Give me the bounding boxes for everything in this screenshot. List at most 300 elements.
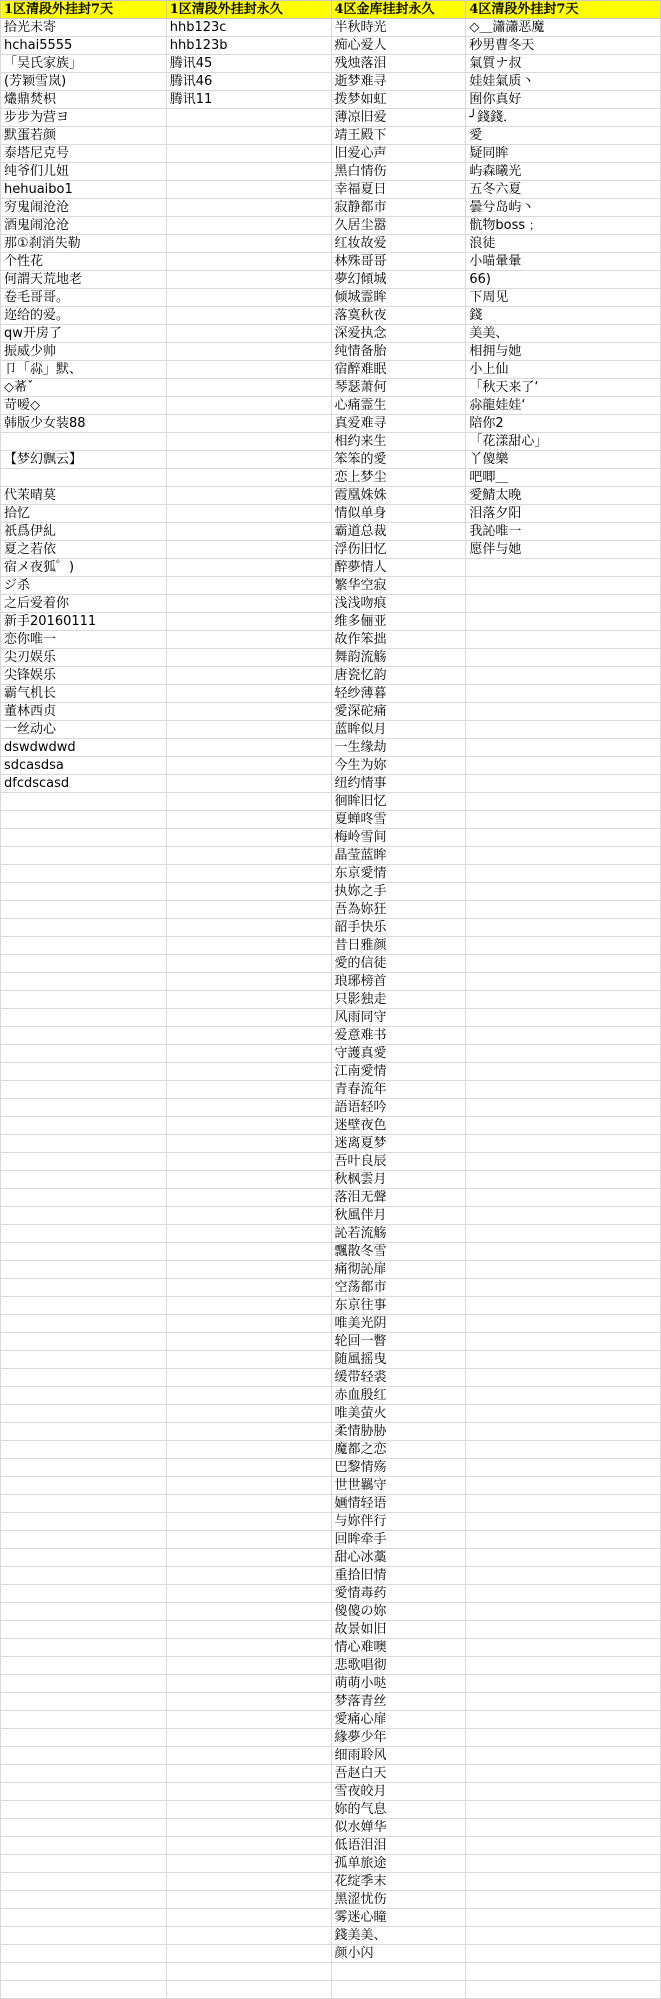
zone4-vault-permanent-ban-cell[interactable]: 真爱难寻 <box>331 415 466 433</box>
zone4-7day-ban-cell[interactable] <box>466 1549 661 1567</box>
zone1-7day-ban-cell[interactable] <box>1 469 167 487</box>
zone1-permanent-ban-cell[interactable] <box>166 1405 331 1423</box>
zone4-7day-ban-cell[interactable] <box>466 1135 661 1153</box>
zone4-vault-permanent-ban-cell[interactable]: 落泪无聲 <box>331 1189 466 1207</box>
zone1-permanent-ban-cell[interactable] <box>166 1135 331 1153</box>
zone1-permanent-ban-cell[interactable] <box>166 1495 331 1513</box>
zone1-7day-ban-cell[interactable] <box>1 1729 167 1747</box>
zone4-vault-permanent-ban-cell[interactable]: 秋枫雲月 <box>331 1171 466 1189</box>
zone1-7day-ban-cell[interactable] <box>1 1351 167 1369</box>
zone1-7day-ban-cell[interactable] <box>1 1621 167 1639</box>
zone4-vault-permanent-ban-cell[interactable]: 轻纱薄暮 <box>331 685 466 703</box>
zone1-permanent-ban-cell[interactable] <box>166 1477 331 1495</box>
zone1-permanent-ban-cell[interactable] <box>166 343 331 361</box>
zone1-7day-ban-cell[interactable]: 苛嗳◇ <box>1 397 167 415</box>
zone1-permanent-ban-cell[interactable] <box>166 253 331 271</box>
zone4-vault-permanent-ban-cell[interactable]: 巴黎情殇 <box>331 1459 466 1477</box>
zone4-7day-ban-cell[interactable]: 氣質ナ叔 <box>466 55 661 73</box>
zone1-7day-ban-cell[interactable] <box>1 793 167 811</box>
zone1-permanent-ban-cell[interactable]: hhb123b <box>166 37 331 55</box>
zone1-7day-ban-cell[interactable] <box>1 1549 167 1567</box>
zone4-vault-permanent-ban-cell[interactable]: 迷壁夜色 <box>331 1117 466 1135</box>
zone1-7day-ban-cell[interactable] <box>1 1459 167 1477</box>
zone1-7day-ban-cell[interactable] <box>1 1639 167 1657</box>
zone4-vault-permanent-ban-cell[interactable]: 梦落青丝 <box>331 1693 466 1711</box>
zone4-vault-permanent-ban-cell[interactable]: 訫若流觞 <box>331 1225 466 1243</box>
zone1-permanent-ban-cell[interactable] <box>166 991 331 1009</box>
zone1-7day-ban-cell[interactable] <box>1 1891 167 1909</box>
zone1-7day-ban-cell[interactable]: ◇莃ˇ <box>1 379 167 397</box>
zone1-permanent-ban-cell[interactable] <box>166 1621 331 1639</box>
zone1-7day-ban-cell[interactable] <box>1 1045 167 1063</box>
zone4-vault-permanent-ban-cell[interactable]: 江南愛情 <box>331 1063 466 1081</box>
zone1-7day-ban-cell[interactable] <box>1 1117 167 1135</box>
zone1-permanent-ban-cell[interactable] <box>166 1315 331 1333</box>
zone4-vault-permanent-ban-cell[interactable]: 愛的信徒 <box>331 955 466 973</box>
zone4-7day-ban-cell[interactable]: 尛龍娃娃‘ <box>466 397 661 415</box>
zone4-7day-ban-cell[interactable]: 錢 <box>466 307 661 325</box>
zone4-vault-permanent-ban-cell[interactable]: 梅岭雪间 <box>331 829 466 847</box>
zone4-7day-ban-cell[interactable] <box>466 1567 661 1585</box>
zone1-permanent-ban-cell[interactable] <box>166 1675 331 1693</box>
zone1-permanent-ban-cell[interactable] <box>166 1711 331 1729</box>
zone1-permanent-ban-cell[interactable] <box>166 1873 331 1891</box>
zone4-7day-ban-cell[interactable] <box>466 595 661 613</box>
zone1-7day-ban-cell[interactable]: 酒鬼闹沧沧 <box>1 217 167 235</box>
header-zone1-7day-ban[interactable]: 1区清段外挂封7天 <box>1 1 167 19</box>
zone1-permanent-ban-cell[interactable] <box>166 1369 331 1387</box>
zone4-vault-permanent-ban-cell[interactable]: 林殊哥哥 <box>331 253 466 271</box>
zone1-7day-ban-cell[interactable]: 之后爱着你 <box>1 595 167 613</box>
zone1-permanent-ban-cell[interactable] <box>166 721 331 739</box>
zone4-vault-permanent-ban-cell[interactable]: 随風摇曳 <box>331 1351 466 1369</box>
zone4-vault-permanent-ban-cell[interactable]: 回眸牵手 <box>331 1531 466 1549</box>
zone1-permanent-ban-cell[interactable] <box>166 199 331 217</box>
zone1-permanent-ban-cell[interactable]: 腾讯11 <box>166 91 331 109</box>
zone1-permanent-ban-cell[interactable] <box>166 1531 331 1549</box>
zone4-7day-ban-cell[interactable]: 愛 <box>466 127 661 145</box>
zone4-7day-ban-cell[interactable] <box>466 847 661 865</box>
zone1-permanent-ban-cell[interactable] <box>166 667 331 685</box>
zone4-vault-permanent-ban-cell[interactable]: 愛痛心扉 <box>331 1711 466 1729</box>
zone4-vault-permanent-ban-cell[interactable]: 琴瑟萧何 <box>331 379 466 397</box>
zone4-7day-ban-cell[interactable] <box>466 1693 661 1711</box>
zone1-7day-ban-cell[interactable]: sdcasdsa <box>1 757 167 775</box>
zone1-permanent-ban-cell[interactable] <box>166 685 331 703</box>
zone4-vault-permanent-ban-cell[interactable]: 寂静都市 <box>331 199 466 217</box>
zone4-7day-ban-cell[interactable]: 陪你2 <box>466 415 661 433</box>
zone1-permanent-ban-cell[interactable] <box>166 1567 331 1585</box>
zone1-permanent-ban-cell[interactable] <box>166 163 331 181</box>
zone4-7day-ban-cell[interactable] <box>466 1621 661 1639</box>
zone4-7day-ban-cell[interactable] <box>466 1351 661 1369</box>
zone1-7day-ban-cell[interactable]: 迩给的爱。 <box>1 307 167 325</box>
zone1-7day-ban-cell[interactable] <box>1 937 167 955</box>
zone1-permanent-ban-cell[interactable] <box>166 1891 331 1909</box>
zone4-7day-ban-cell[interactable] <box>466 937 661 955</box>
zone1-7day-ban-cell[interactable]: (芳颖雪岚) <box>1 73 167 91</box>
zone4-7day-ban-cell[interactable] <box>466 649 661 667</box>
zone4-vault-permanent-ban-cell[interactable]: 昔日雅颜 <box>331 937 466 955</box>
zone4-vault-permanent-ban-cell[interactable]: 迷离夏梦 <box>331 1135 466 1153</box>
zone4-vault-permanent-ban-cell[interactable]: 黑白情伤 <box>331 163 466 181</box>
zone4-vault-permanent-ban-cell[interactable]: 魔都之恋 <box>331 1441 466 1459</box>
zone1-7day-ban-cell[interactable] <box>1 1243 167 1261</box>
zone1-permanent-ban-cell[interactable] <box>166 1387 331 1405</box>
zone4-7day-ban-cell[interactable] <box>466 667 661 685</box>
zone4-vault-permanent-ban-cell[interactable]: 守護真愛 <box>331 1045 466 1063</box>
zone1-7day-ban-cell[interactable] <box>1 1945 167 1963</box>
zone4-7day-ban-cell[interactable] <box>466 1063 661 1081</box>
zone1-permanent-ban-cell[interactable] <box>166 1909 331 1927</box>
zone1-7day-ban-cell[interactable]: 尖锋娱乐 <box>1 667 167 685</box>
zone1-7day-ban-cell[interactable] <box>1 1477 167 1495</box>
zone4-7day-ban-cell[interactable]: 「花漾甜心」 <box>466 433 661 451</box>
zone4-7day-ban-cell[interactable] <box>466 1783 661 1801</box>
zone1-7day-ban-cell[interactable] <box>1 1801 167 1819</box>
zone1-7day-ban-cell[interactable]: 纯爷们儿妞 <box>1 163 167 181</box>
zone1-7day-ban-cell[interactable] <box>1 1063 167 1081</box>
zone4-vault-permanent-ban-cell[interactable]: 相约来生 <box>331 433 466 451</box>
zone4-7day-ban-cell[interactable]: 吧唧＿ <box>466 469 661 487</box>
zone1-7day-ban-cell[interactable] <box>1 1423 167 1441</box>
zone4-vault-permanent-ban-cell[interactable]: 风雨同守 <box>331 1009 466 1027</box>
zone1-permanent-ban-cell[interactable] <box>166 523 331 541</box>
zone1-7day-ban-cell[interactable] <box>1 1693 167 1711</box>
zone1-permanent-ban-cell[interactable] <box>166 613 331 631</box>
zone4-7day-ban-cell[interactable] <box>466 1423 661 1441</box>
zone1-7day-ban-cell[interactable]: 祇爲伊糺 <box>1 523 167 541</box>
zone4-vault-permanent-ban-cell[interactable]: 一生缘劫 <box>331 739 466 757</box>
zone4-7day-ban-cell[interactable] <box>466 1855 661 1873</box>
zone4-7day-ban-cell[interactable] <box>466 1891 661 1909</box>
zone4-7day-ban-cell[interactable] <box>466 1801 661 1819</box>
zone4-vault-permanent-ban-cell[interactable]: 婳情轻语 <box>331 1495 466 1513</box>
zone1-permanent-ban-cell[interactable] <box>166 235 331 253</box>
zone1-7day-ban-cell[interactable] <box>1 973 167 991</box>
zone1-permanent-ban-cell[interactable] <box>166 1855 331 1873</box>
zone4-7day-ban-cell[interactable] <box>466 1225 661 1243</box>
zone1-permanent-ban-cell[interactable] <box>166 1441 331 1459</box>
zone1-permanent-ban-cell[interactable] <box>166 847 331 865</box>
zone4-7day-ban-cell[interactable]: 我訫唯一 <box>466 523 661 541</box>
zone1-7day-ban-cell[interactable] <box>1 1585 167 1603</box>
zone4-vault-permanent-ban-cell[interactable]: 夢幻傾城 <box>331 271 466 289</box>
zone1-permanent-ban-cell[interactable] <box>166 1099 331 1117</box>
zone4-vault-permanent-ban-cell[interactable]: 蓝眸似月 <box>331 721 466 739</box>
zone1-permanent-ban-cell[interactable] <box>166 1279 331 1297</box>
zone1-7day-ban-cell[interactable]: 卷毛哥哥。 <box>1 289 167 307</box>
zone1-7day-ban-cell[interactable]: 霸气机长 <box>1 685 167 703</box>
zone1-7day-ban-cell[interactable] <box>1 1495 167 1513</box>
zone4-7day-ban-cell[interactable] <box>466 1207 661 1225</box>
zone1-permanent-ban-cell[interactable] <box>166 757 331 775</box>
zone4-vault-permanent-ban-cell[interactable]: 情心难噢 <box>331 1639 466 1657</box>
zone1-7day-ban-cell[interactable] <box>1 1153 167 1171</box>
zone1-7day-ban-cell[interactable] <box>1 1441 167 1459</box>
zone1-7day-ban-cell[interactable]: 穷鬼闹沧沧 <box>1 199 167 217</box>
zone1-7day-ban-cell[interactable] <box>1 1387 167 1405</box>
zone4-7day-ban-cell[interactable] <box>466 883 661 901</box>
zone1-7day-ban-cell[interactable] <box>1 1027 167 1045</box>
zone4-7day-ban-cell[interactable] <box>466 1873 661 1891</box>
zone4-vault-permanent-ban-cell[interactable]: 緣夢少年 <box>331 1729 466 1747</box>
zone4-7day-ban-cell[interactable] <box>466 1081 661 1099</box>
zone1-7day-ban-cell[interactable]: 爜鼎焚枳 <box>1 91 167 109</box>
zone1-permanent-ban-cell[interactable] <box>166 361 331 379</box>
zone1-permanent-ban-cell[interactable] <box>166 793 331 811</box>
zone1-permanent-ban-cell[interactable] <box>166 1027 331 1045</box>
zone4-7day-ban-cell[interactable] <box>466 703 661 721</box>
zone1-permanent-ban-cell[interactable] <box>166 1963 331 1981</box>
zone4-7day-ban-cell[interactable] <box>466 901 661 919</box>
zone4-vault-permanent-ban-cell[interactable]: 与妳伴行 <box>331 1513 466 1531</box>
zone4-vault-permanent-ban-cell[interactable]: 傻傻の妳 <box>331 1603 466 1621</box>
zone1-7day-ban-cell[interactable]: 韩版少女装88 <box>1 415 167 433</box>
zone1-7day-ban-cell[interactable] <box>1 1657 167 1675</box>
zone1-7day-ban-cell[interactable]: dswdwdwd <box>1 739 167 757</box>
zone4-vault-permanent-ban-cell[interactable]: 浮伤旧忆 <box>331 541 466 559</box>
zone4-7day-ban-cell[interactable] <box>466 1099 661 1117</box>
zone1-7day-ban-cell[interactable]: 步步为营ヨ <box>1 109 167 127</box>
zone1-permanent-ban-cell[interactable] <box>166 1243 331 1261</box>
zone4-vault-permanent-ban-cell[interactable]: 纯情备胎 <box>331 343 466 361</box>
zone4-vault-permanent-ban-cell[interactable]: 靖王殿下 <box>331 127 466 145</box>
zone1-permanent-ban-cell[interactable] <box>166 1117 331 1135</box>
zone1-permanent-ban-cell[interactable] <box>166 559 331 577</box>
zone1-7day-ban-cell[interactable]: 拾忆 <box>1 505 167 523</box>
zone1-permanent-ban-cell[interactable] <box>166 1765 331 1783</box>
zone4-vault-permanent-ban-cell[interactable]: 赤血殷红 <box>331 1387 466 1405</box>
zone4-vault-permanent-ban-cell[interactable]: 恋上梦尘 <box>331 469 466 487</box>
zone4-vault-permanent-ban-cell[interactable]: 徊眸旧忆 <box>331 793 466 811</box>
zone1-permanent-ban-cell[interactable] <box>166 181 331 199</box>
zone4-vault-permanent-ban-cell[interactable]: 吾為妳狂 <box>331 901 466 919</box>
zone1-7day-ban-cell[interactable] <box>1 1819 167 1837</box>
header-zone4-vault-permanent-ban[interactable]: 4区金库挂封永久 <box>331 1 466 19</box>
zone1-7day-ban-cell[interactable] <box>1 991 167 1009</box>
zone4-vault-permanent-ban-cell[interactable]: 爱意难书 <box>331 1027 466 1045</box>
zone4-vault-permanent-ban-cell[interactable]: 故景如旧 <box>331 1621 466 1639</box>
zone4-7day-ban-cell[interactable] <box>466 1765 661 1783</box>
zone4-vault-permanent-ban-cell[interactable]: 低语泪泪 <box>331 1837 466 1855</box>
zone1-permanent-ban-cell[interactable] <box>166 1459 331 1477</box>
zone1-7day-ban-cell[interactable] <box>1 1261 167 1279</box>
zone1-7day-ban-cell[interactable]: 何謂天荒地老 <box>1 271 167 289</box>
zone4-7day-ban-cell[interactable] <box>466 721 661 739</box>
zone4-7day-ban-cell[interactable] <box>466 1603 661 1621</box>
zone4-vault-permanent-ban-cell[interactable] <box>331 1981 466 1999</box>
zone4-7day-ban-cell[interactable]: 五冬六夏 <box>466 181 661 199</box>
zone1-permanent-ban-cell[interactable] <box>166 1747 331 1765</box>
zone1-permanent-ban-cell[interactable] <box>166 883 331 901</box>
zone4-vault-permanent-ban-cell[interactable]: 颜小闪 <box>331 1945 466 1963</box>
zone1-7day-ban-cell[interactable] <box>1 1855 167 1873</box>
zone1-permanent-ban-cell[interactable] <box>166 1063 331 1081</box>
zone1-7day-ban-cell[interactable]: 【梦幻飘云】 <box>1 451 167 469</box>
zone4-7day-ban-cell[interactable] <box>466 1477 661 1495</box>
zone4-7day-ban-cell[interactable]: 愿伴与她 <box>466 541 661 559</box>
zone1-7day-ban-cell[interactable]: 一丝动心 <box>1 721 167 739</box>
zone4-vault-permanent-ban-cell[interactable]: 东京愛情 <box>331 865 466 883</box>
zone1-permanent-ban-cell[interactable] <box>166 1945 331 1963</box>
zone1-7day-ban-cell[interactable]: 夏之若依 <box>1 541 167 559</box>
zone1-7day-ban-cell[interactable] <box>1 1567 167 1585</box>
zone4-vault-permanent-ban-cell[interactable]: 深爱执念 <box>331 325 466 343</box>
zone1-permanent-ban-cell[interactable] <box>166 901 331 919</box>
zone4-7day-ban-cell[interactable] <box>466 1747 661 1765</box>
zone1-7day-ban-cell[interactable]: 振威少帅 <box>1 343 167 361</box>
zone4-7day-ban-cell[interactable] <box>466 1405 661 1423</box>
zone1-permanent-ban-cell[interactable] <box>166 865 331 883</box>
zone4-vault-permanent-ban-cell[interactable]: 琅琊榜首 <box>331 973 466 991</box>
zone1-7day-ban-cell[interactable] <box>1 1711 167 1729</box>
zone4-vault-permanent-ban-cell[interactable]: 落寞秋夜 <box>331 307 466 325</box>
zone1-permanent-ban-cell[interactable] <box>166 397 331 415</box>
zone4-vault-permanent-ban-cell[interactable]: 宿醉难眠 <box>331 361 466 379</box>
zone4-7day-ban-cell[interactable] <box>466 1927 661 1945</box>
zone4-7day-ban-cell[interactable] <box>466 1837 661 1855</box>
zone4-vault-permanent-ban-cell[interactable]: 执妳之手 <box>331 883 466 901</box>
zone1-7day-ban-cell[interactable]: 拾光未寄 <box>1 19 167 37</box>
zone1-7day-ban-cell[interactable] <box>1 1603 167 1621</box>
zone1-permanent-ban-cell[interactable] <box>166 1819 331 1837</box>
zone4-vault-permanent-ban-cell[interactable]: 幸福夏日 <box>331 181 466 199</box>
zone1-7day-ban-cell[interactable] <box>1 1675 167 1693</box>
zone1-7day-ban-cell[interactable]: 泰塔尼克号 <box>1 145 167 163</box>
zone1-7day-ban-cell[interactable] <box>1 1333 167 1351</box>
zone1-permanent-ban-cell[interactable] <box>166 1045 331 1063</box>
zone4-7day-ban-cell[interactable] <box>466 613 661 631</box>
zone1-permanent-ban-cell[interactable] <box>166 307 331 325</box>
zone4-7day-ban-cell[interactable] <box>466 1243 661 1261</box>
zone4-vault-permanent-ban-cell[interactable]: 半秋時光 <box>331 19 466 37</box>
zone1-permanent-ban-cell[interactable]: 腾讯45 <box>166 55 331 73</box>
zone1-permanent-ban-cell[interactable]: 腾讯46 <box>166 73 331 91</box>
zone4-7day-ban-cell[interactable]: 泪落夕阳 <box>466 505 661 523</box>
zone1-7day-ban-cell[interactable] <box>1 1099 167 1117</box>
zone1-7day-ban-cell[interactable]: 尖刃娱乐 <box>1 649 167 667</box>
zone4-7day-ban-cell[interactable] <box>466 631 661 649</box>
zone1-permanent-ban-cell[interactable] <box>166 703 331 721</box>
zone4-vault-permanent-ban-cell[interactable]: 甜心冰藁 <box>331 1549 466 1567</box>
zone1-permanent-ban-cell[interactable] <box>166 1189 331 1207</box>
zone4-7day-ban-cell[interactable] <box>466 1171 661 1189</box>
zone4-7day-ban-cell[interactable] <box>466 811 661 829</box>
zone4-vault-permanent-ban-cell[interactable]: 愛情毒药 <box>331 1585 466 1603</box>
zone4-7day-ban-cell[interactable] <box>466 559 661 577</box>
zone1-permanent-ban-cell[interactable] <box>166 1801 331 1819</box>
zone4-7day-ban-cell[interactable]: 小上仙 <box>466 361 661 379</box>
zone1-7day-ban-cell[interactable]: ジ杀 <box>1 577 167 595</box>
zone4-7day-ban-cell[interactable]: 娃娃氣质丶 <box>466 73 661 91</box>
zone1-7day-ban-cell[interactable] <box>1 1315 167 1333</box>
zone4-vault-permanent-ban-cell[interactable]: 缓带轻裘 <box>331 1369 466 1387</box>
zone1-7day-ban-cell[interactable]: hchai5555 <box>1 37 167 55</box>
zone1-permanent-ban-cell[interactable] <box>166 451 331 469</box>
zone4-vault-permanent-ban-cell[interactable]: 逝梦难寻 <box>331 73 466 91</box>
zone4-vault-permanent-ban-cell[interactable]: 醉夢情人 <box>331 559 466 577</box>
header-zone4-7day-ban[interactable]: 4区清段外挂封7天 <box>466 1 661 19</box>
zone1-7day-ban-cell[interactable] <box>1 1873 167 1891</box>
zone1-7day-ban-cell[interactable] <box>1 1783 167 1801</box>
zone4-7day-ban-cell[interactable] <box>466 1963 661 1981</box>
zone4-7day-ban-cell[interactable] <box>466 1531 661 1549</box>
zone1-7day-ban-cell[interactable] <box>1 847 167 865</box>
zone1-permanent-ban-cell[interactable] <box>166 1927 331 1945</box>
zone1-permanent-ban-cell[interactable] <box>166 1297 331 1315</box>
zone4-7day-ban-cell[interactable] <box>466 1297 661 1315</box>
zone1-7day-ban-cell[interactable]: hehuaibo1 <box>1 181 167 199</box>
zone4-vault-permanent-ban-cell[interactable]: 纽约情事 <box>331 775 466 793</box>
zone4-vault-permanent-ban-cell[interactable]: 語语轻吟 <box>331 1099 466 1117</box>
zone4-vault-permanent-ban-cell[interactable]: 韶手快乐 <box>331 919 466 937</box>
zone4-7day-ban-cell[interactable]: 愛鯖太晚 <box>466 487 661 505</box>
zone1-7day-ban-cell[interactable]: dfcdscasd <box>1 775 167 793</box>
zone1-permanent-ban-cell[interactable] <box>166 379 331 397</box>
zone4-7day-ban-cell[interactable] <box>466 991 661 1009</box>
zone4-7day-ban-cell[interactable] <box>466 1513 661 1531</box>
zone4-7day-ban-cell[interactable] <box>466 1675 661 1693</box>
zone1-permanent-ban-cell[interactable] <box>166 1351 331 1369</box>
zone4-7day-ban-cell[interactable] <box>466 685 661 703</box>
zone1-permanent-ban-cell[interactable] <box>166 1513 331 1531</box>
zone1-7day-ban-cell[interactable] <box>1 811 167 829</box>
zone4-7day-ban-cell[interactable] <box>466 1027 661 1045</box>
zone4-vault-permanent-ban-cell[interactable]: 悲歌唱彻 <box>331 1657 466 1675</box>
zone1-permanent-ban-cell[interactable] <box>166 127 331 145</box>
zone1-7day-ban-cell[interactable]: 个性花 <box>1 253 167 271</box>
zone1-permanent-ban-cell[interactable] <box>166 271 331 289</box>
zone4-vault-permanent-ban-cell[interactable]: 唯美光阴 <box>331 1315 466 1333</box>
zone4-vault-permanent-ban-cell[interactable]: 心痛霊生 <box>331 397 466 415</box>
zone1-permanent-ban-cell[interactable] <box>166 1837 331 1855</box>
zone1-7day-ban-cell[interactable] <box>1 1747 167 1765</box>
zone1-permanent-ban-cell[interactable] <box>166 487 331 505</box>
zone1-permanent-ban-cell[interactable] <box>166 145 331 163</box>
header-zone1-permanent-ban[interactable]: 1区清段外挂封永久 <box>166 1 331 19</box>
zone1-7day-ban-cell[interactable] <box>1 1837 167 1855</box>
zone4-7day-ban-cell[interactable] <box>466 1459 661 1477</box>
zone1-permanent-ban-cell[interactable] <box>166 739 331 757</box>
zone4-7day-ban-cell[interactable]: 「秋天来了‘ <box>466 379 661 397</box>
zone4-7day-ban-cell[interactable] <box>466 1153 661 1171</box>
zone1-7day-ban-cell[interactable] <box>1 1225 167 1243</box>
zone1-7day-ban-cell[interactable] <box>1 1081 167 1099</box>
zone1-7day-ban-cell[interactable]: 恋你唯一 <box>1 631 167 649</box>
zone1-7day-ban-cell[interactable]: 新手20160111 <box>1 613 167 631</box>
zone1-permanent-ban-cell[interactable] <box>166 1333 331 1351</box>
zone4-vault-permanent-ban-cell[interactable]: 只影独走 <box>331 991 466 1009</box>
zone4-7day-ban-cell[interactable] <box>466 1387 661 1405</box>
zone4-vault-permanent-ban-cell[interactable]: 空荡都市 <box>331 1279 466 1297</box>
zone4-7day-ban-cell[interactable]: 相拥与她 <box>466 343 661 361</box>
zone4-7day-ban-cell[interactable] <box>466 1981 661 1999</box>
zone4-7day-ban-cell[interactable] <box>466 1441 661 1459</box>
zone4-vault-permanent-ban-cell[interactable]: 飄散冬雪 <box>331 1243 466 1261</box>
zone1-7day-ban-cell[interactable] <box>1 865 167 883</box>
zone1-7day-ban-cell[interactable] <box>1 1927 167 1945</box>
zone1-permanent-ban-cell[interactable]: hhb123c <box>166 19 331 37</box>
zone4-7day-ban-cell[interactable] <box>466 1315 661 1333</box>
zone4-7day-ban-cell[interactable]: 疑同眸 <box>466 145 661 163</box>
zone1-7day-ban-cell[interactable]: 代茉晴莫 <box>1 487 167 505</box>
zone1-permanent-ban-cell[interactable] <box>166 325 331 343</box>
zone4-vault-permanent-ban-cell[interactable]: 柔情胁胁 <box>331 1423 466 1441</box>
zone4-vault-permanent-ban-cell[interactable]: 细雨聆风 <box>331 1747 466 1765</box>
zone4-vault-permanent-ban-cell[interactable]: 妳的气息 <box>331 1801 466 1819</box>
zone1-7day-ban-cell[interactable] <box>1 1963 167 1981</box>
